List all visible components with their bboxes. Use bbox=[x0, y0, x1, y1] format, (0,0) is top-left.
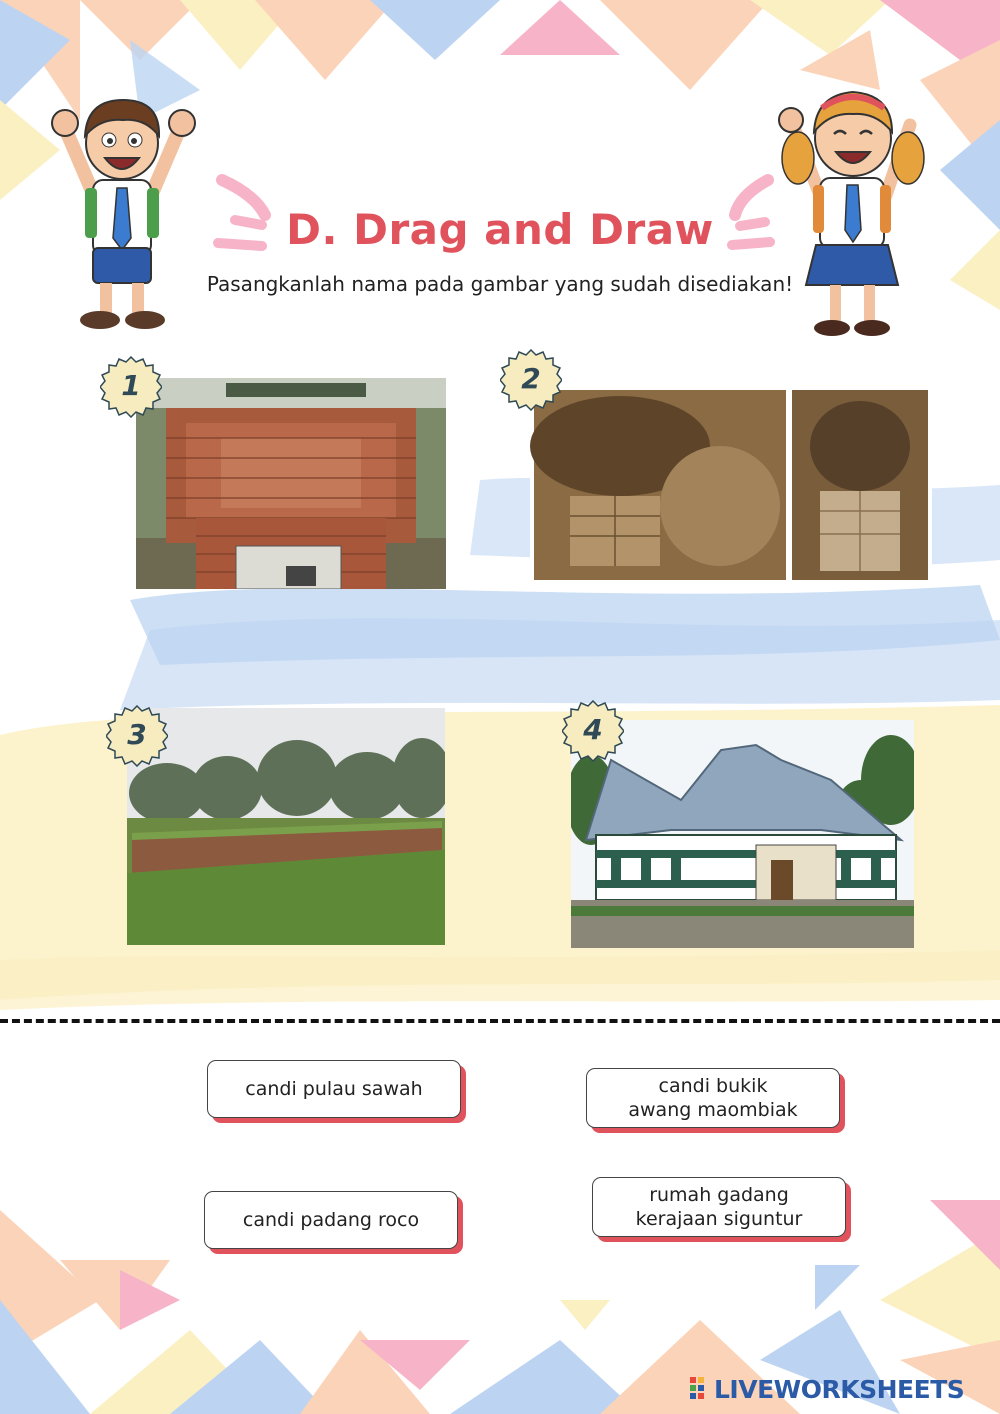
answer-card-candi-bukik-awang-maombiak[interactable]: candi bukik awang maombiak bbox=[586, 1068, 840, 1128]
liveworksheets-logo-icon bbox=[690, 1377, 712, 1401]
number-badge-1 bbox=[100, 356, 162, 418]
photo-3-brick-foundation bbox=[127, 708, 445, 945]
answer-card-candi-pulau-sawah[interactable]: candi pulau sawah bbox=[207, 1060, 461, 1118]
answer-card-candi-padang-roco[interactable]: candi padang roco bbox=[204, 1191, 458, 1249]
instruction-text: Pasangkanlah nama pada gambar yang sudah disediakan! bbox=[206, 272, 794, 296]
page-title: D. Drag and Draw bbox=[286, 205, 714, 254]
dashed-divider bbox=[0, 1019, 1000, 1023]
badge-number: 2 bbox=[521, 362, 541, 395]
answer-card-rumah-gadang-kerajaan-siguntur[interactable]: rumah gadang kerajaan siguntur bbox=[592, 1177, 846, 1237]
badge-number: 4 bbox=[583, 713, 603, 746]
badge-number: 1 bbox=[121, 369, 141, 402]
photo-2-excavation bbox=[530, 386, 932, 584]
number-badge-3 bbox=[106, 705, 168, 767]
liveworksheets-logo bbox=[690, 1372, 964, 1406]
badge-number: 3 bbox=[127, 718, 147, 751]
number-badge-4 bbox=[562, 700, 624, 762]
liveworksheets-logo-text: LIVEWORKSHEETS bbox=[714, 1374, 965, 1404]
number-badge-2 bbox=[500, 349, 562, 411]
photo-1-brick-ruin bbox=[136, 378, 446, 589]
